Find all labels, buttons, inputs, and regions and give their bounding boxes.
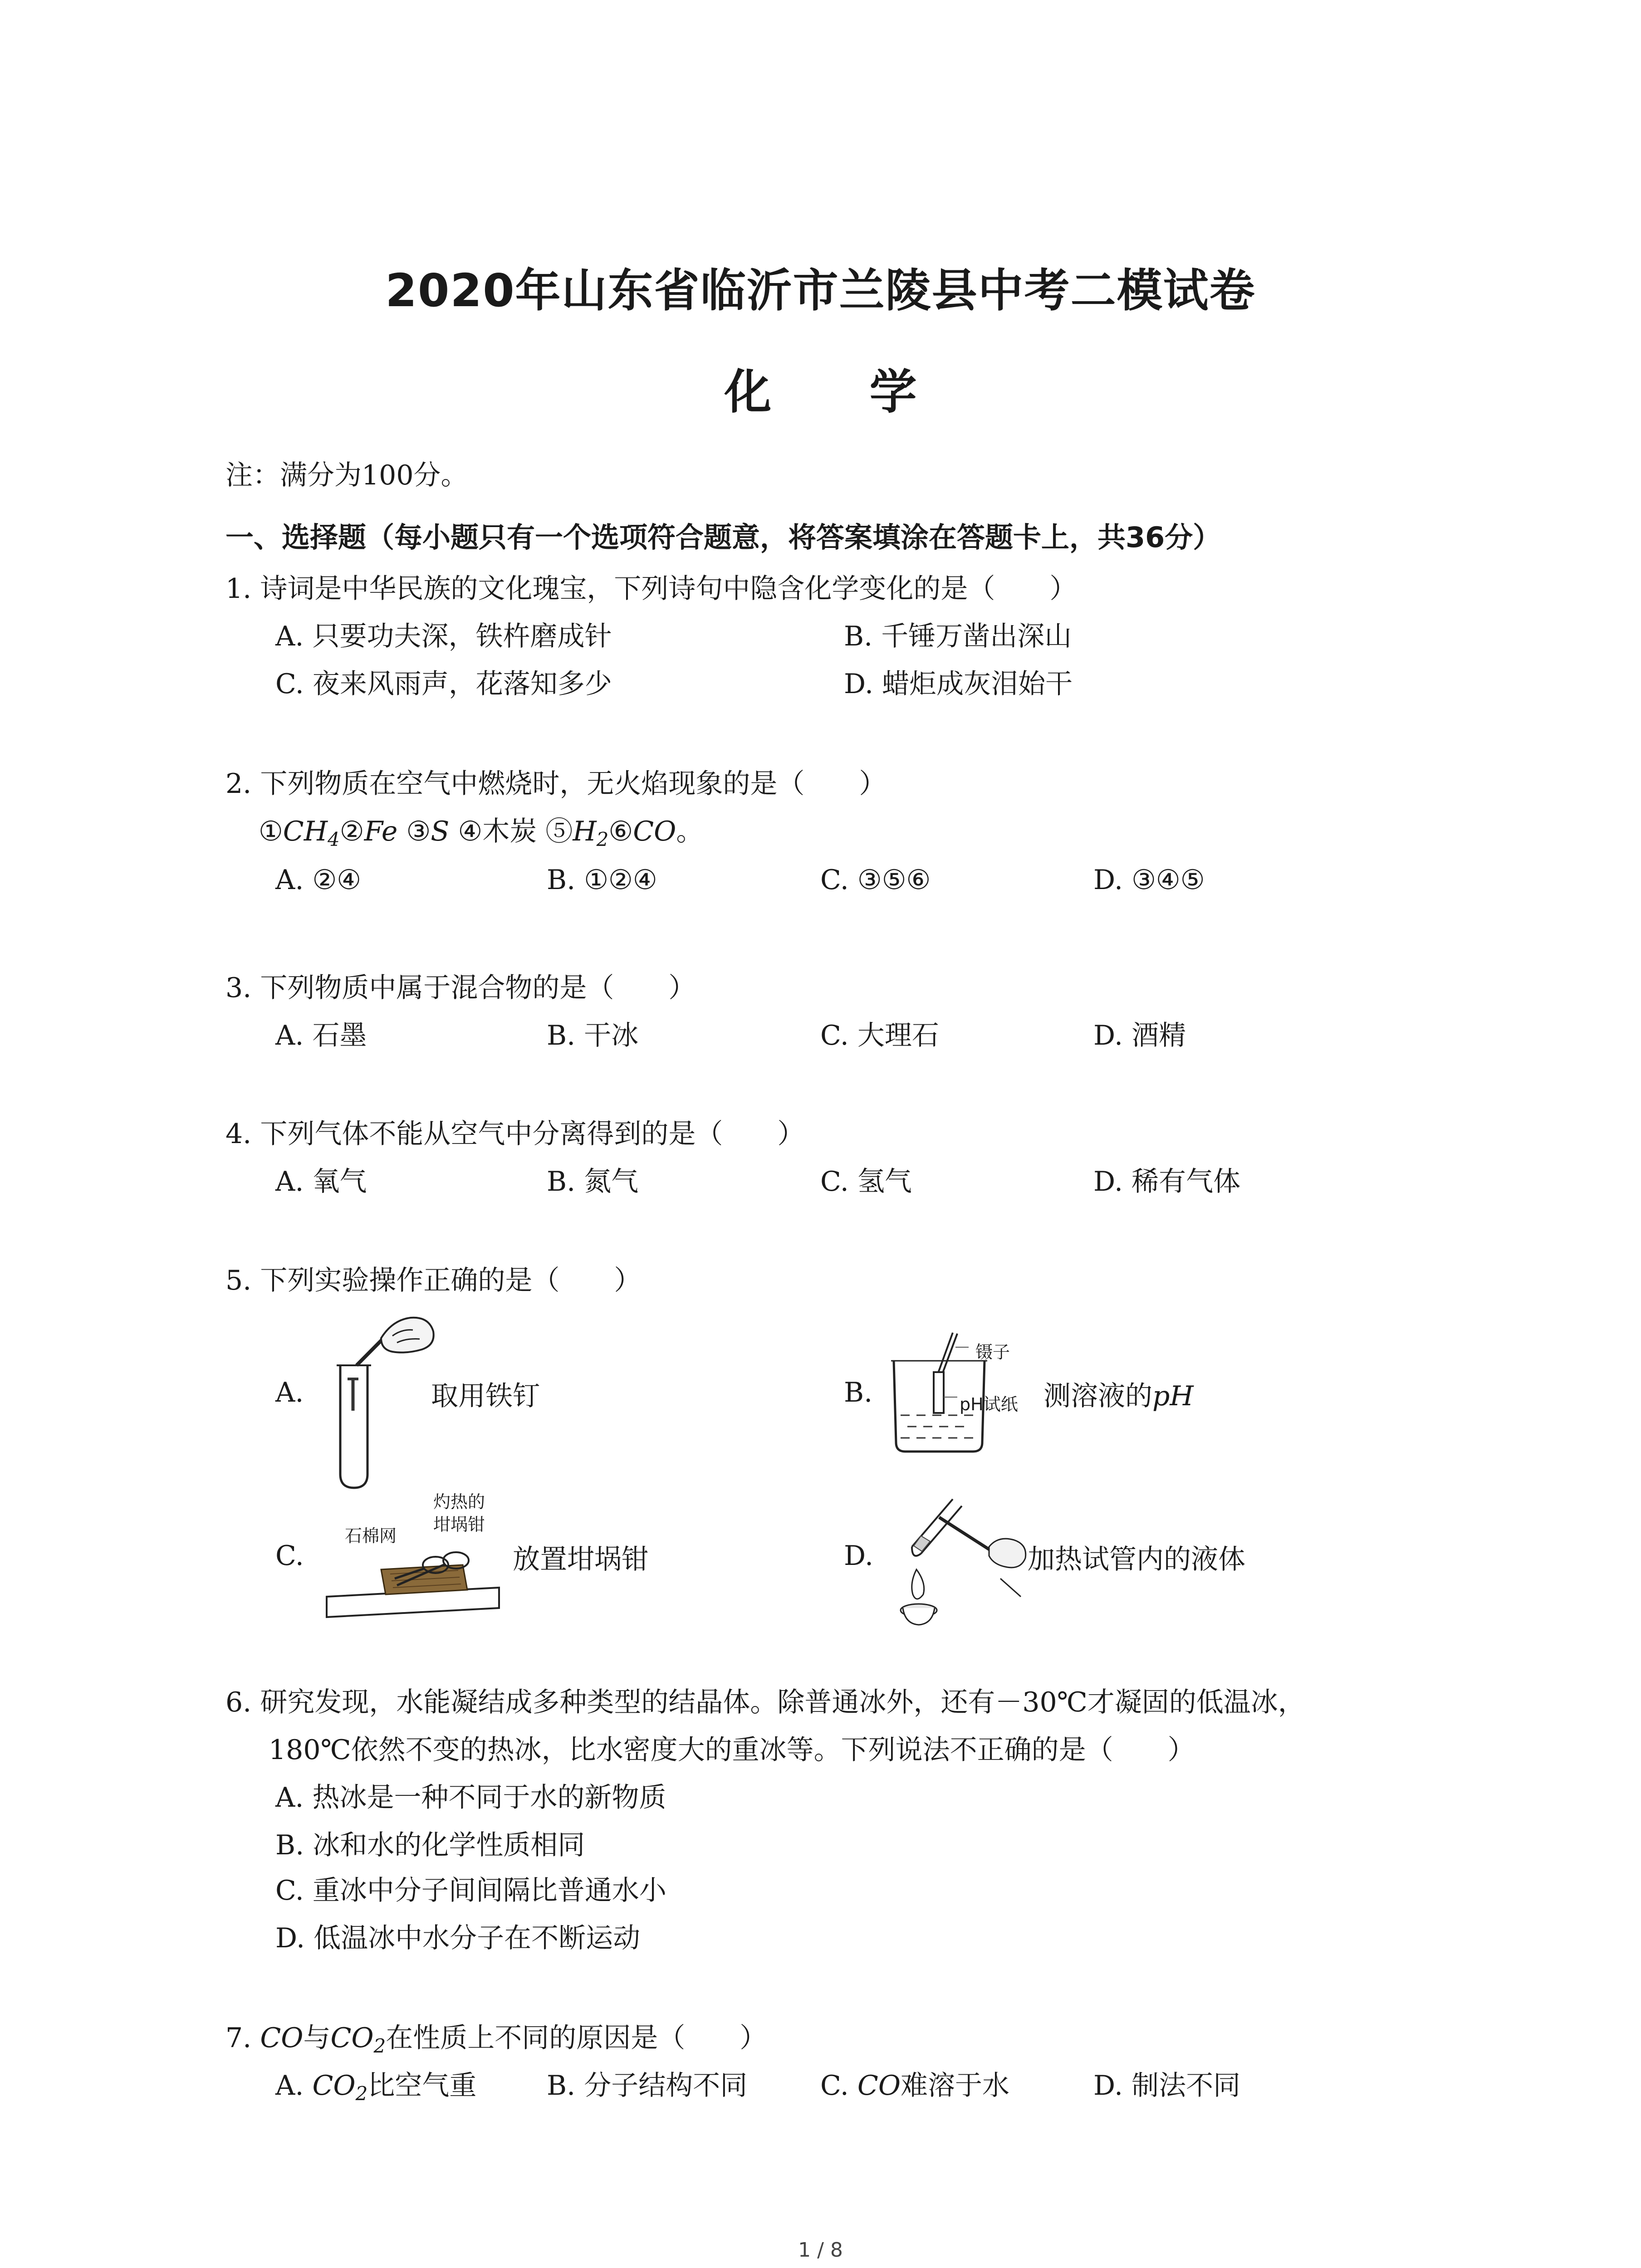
question-6-stem-line-1: 6. 研究发现，水能凝结成多种类型的结晶体。除普通冰外，还有－30℃才凝固的低温冰， <box>225 1686 1305 1718</box>
tweezers-label: 镊子 <box>975 1342 1010 1362</box>
question-1-stem: 1. 诗词是中华民族的文化瑰宝，下列诗句中隐含化学变化的是（ ） <box>225 573 1077 605</box>
question-6-option-d: D. 低温冰中水分子在不断运动 <box>275 1922 641 1954</box>
question-2-option-d: D. ③④⑤ <box>1093 864 1205 896</box>
question-1-option-a: A. 只要功夫深，铁杵磨成针 <box>275 621 612 652</box>
subject-title: 化 学 <box>724 364 958 420</box>
question-3-option-c: C. 大理石 <box>820 1020 939 1051</box>
question-7-stem: 7. CO与$CO_2$在性质上不同的原因是（ ） <box>225 2022 767 2057</box>
question-2-option-a: A. ②④ <box>275 864 362 896</box>
question-3-stem: 3. 下列物质中属于混合物的是（ ） <box>225 972 696 1004</box>
section-heading: 一、选择题（每小题只有一个选项符合题意，将答案填涂在答题卡上，共36分） <box>225 521 1221 554</box>
question-2-items: $①CH_4②Fe$ ③S ④木炭 $⑤H_2⑥CO$。 <box>259 816 704 850</box>
question-5-option-d-text: 加热试管内的液体 <box>1028 1544 1245 1575</box>
question-6-option-b: B. 冰和水的化学性质相同 <box>275 1829 585 1861</box>
question-5-option-a-letter: A. <box>275 1377 304 1408</box>
page-number: 1 / 8 <box>798 2239 843 2262</box>
question-4-stem: 4. 下列气体不能从空气中分离得到的是（ ） <box>225 1118 805 1150</box>
hot-tongs-label-2: 坩埚钳 <box>433 1515 485 1535</box>
question-1-option-c: C. 夜来风雨声，花落知多少 <box>275 668 612 700</box>
question-5-option-d-letter: D. <box>844 1540 874 1572</box>
hot-tongs-label-1: 灼热的 <box>433 1492 485 1512</box>
score-note: 注：满分为100分。 <box>225 459 468 491</box>
question-5-option-b-letter: B. <box>844 1377 873 1408</box>
question-5-option-a-text: 取用铁钉 <box>431 1380 540 1412</box>
page-title: 2020年山东省临沂市兰陵县中考二模试卷 <box>385 264 1256 317</box>
question-6-option-a: A. 热冰是一种不同于水的新物质 <box>275 1782 666 1813</box>
question-7-option-b: B. 分子结构不同 <box>547 2070 748 2102</box>
question-4-option-b: B. 氮气 <box>547 1166 639 1198</box>
question-3-option-d: D. 酒精 <box>1093 1020 1186 1051</box>
question-2-stem: 2. 下列物质在空气中燃烧时，无火焰现象的是（ ） <box>225 768 887 800</box>
question-1-option-d: D. 蜡炬成灰泪始干 <box>844 668 1073 700</box>
question-5-option-c-text: 放置坩埚钳 <box>513 1544 649 1575</box>
question-6-stem-line-2: 180℃依然不变的热冰，比水密度大的重冰等。下列说法不正确的是（ ） <box>269 1734 1195 1766</box>
question-4-option-d: D. 稀有气体 <box>1093 1166 1241 1198</box>
ph-paper-label: pH试纸 <box>960 1394 1018 1414</box>
test-tube-nail-figure <box>313 1311 440 1492</box>
question-6-option-c: C. 重冰中分子间间隔比普通水小 <box>275 1875 666 1906</box>
crucible-tongs-figure <box>318 1533 508 1624</box>
question-3-option-b: B. 干冰 <box>547 1020 639 1051</box>
question-5-option-c-letter: C. <box>275 1540 304 1572</box>
question-5-option-b-text: 测溶液的pH <box>1043 1380 1194 1412</box>
question-7-option-a: A. $CO_2$比空气重 <box>275 2070 477 2105</box>
question-7-option-d: D. 制法不同 <box>1093 2070 1241 2102</box>
question-1-option-b: B. 千锤万凿出深山 <box>844 621 1072 652</box>
question-4-option-a: A. 氧气 <box>275 1166 367 1198</box>
question-4-option-c: C. 氢气 <box>820 1166 912 1198</box>
question-5-stem: 5. 下列实验操作正确的是（ ） <box>225 1265 642 1296</box>
question-7-option-c: C. CO难溶于水 <box>820 2070 1010 2102</box>
heating-test-tube-figure <box>885 1492 1034 1628</box>
question-3-option-a: A. 石墨 <box>275 1020 367 1051</box>
asbestos-net-label: 石棉网 <box>345 1526 397 1546</box>
question-2-option-b: B. ①②④ <box>547 864 657 896</box>
question-2-option-c: C. ③⑤⑥ <box>820 864 931 896</box>
